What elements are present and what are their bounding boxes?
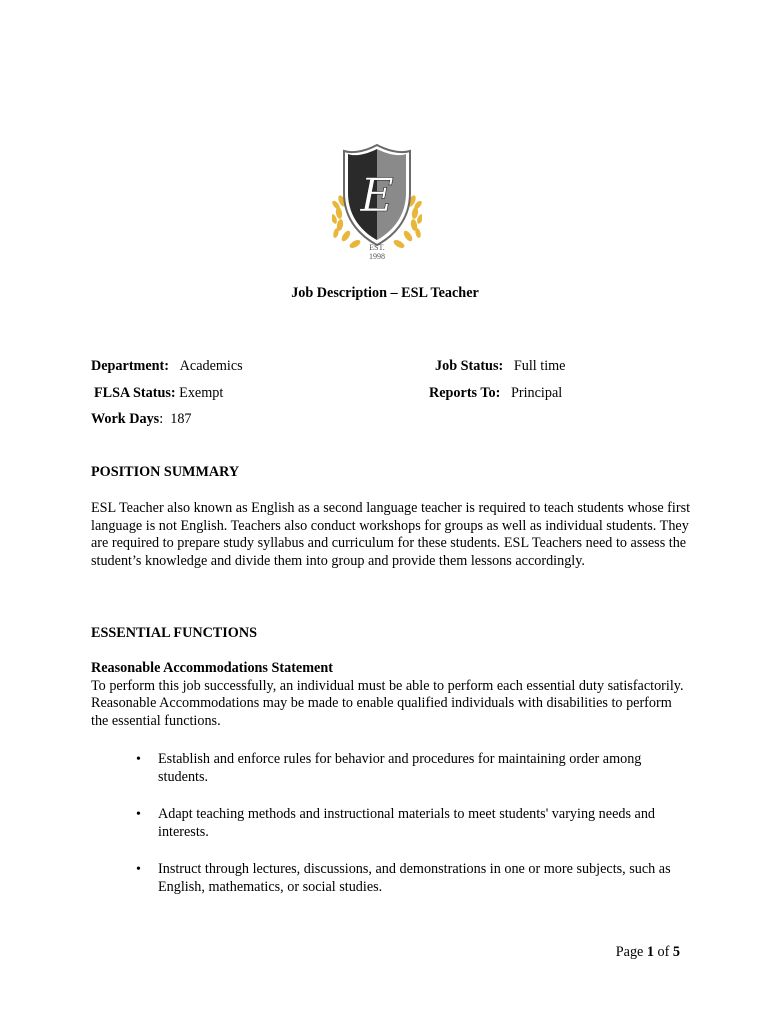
job-status-label: Job Status: <box>435 358 504 374</box>
of-word: of <box>653 944 673 960</box>
document-title: Job Description – ESL Teacher <box>291 285 479 301</box>
department-value: Academics <box>179 358 243 374</box>
list-item-text: Establish and enforce rules for behavior and procedures for maintaining order among students. <box>158 751 642 785</box>
total-pages: 5 <box>672 944 680 960</box>
flsa-status-value: Exempt <box>179 385 224 401</box>
bullet-icon: • <box>136 861 141 877</box>
job-status-value: Full time <box>513 358 566 374</box>
accommodations-statement-text: To perform this job successfully, an individual must be able to perform each essential duty satisfactorily. Reasonable Accommodations may be made to enable qualified individuals with disabilities to perform the essential functions. <box>91 677 684 730</box>
position-summary-heading: POSITION SUMMARY <box>91 464 240 480</box>
list-item <box>130 861 690 896</box>
list-item-text: Adapt teaching methods and instructional materials to meet students' varying needs and interests. <box>158 805 656 840</box>
bullet-icon: • <box>136 806 141 822</box>
crest-est-label: EST. <box>369 243 385 252</box>
current-page: 1 <box>646 944 654 960</box>
accommodations-block <box>91 660 691 731</box>
flsa-status-field <box>94 384 223 402</box>
list-item <box>130 751 690 786</box>
crest-initial: E <box>360 168 394 222</box>
work-days-separator: : <box>159 411 164 427</box>
essential-functions-heading: ESSENTIAL FUNCTIONS <box>91 625 257 641</box>
school-crest-logo <box>332 143 422 263</box>
work-days-label: Work Days <box>91 411 160 427</box>
page-number <box>616 944 680 961</box>
reports-to-label: Reports To: <box>429 385 501 401</box>
list-item <box>130 806 690 841</box>
job-status-field <box>435 357 565 375</box>
work-days-field <box>91 410 192 428</box>
reports-to-value: Principal <box>510 385 563 401</box>
position-summary-text: ESL Teacher also known as English as a second language teacher is required to teach students whose first language is not English. Teachers also conduct workshops for groups as well as individual students. They are required to prepare study syllabus and curriculum for these students. ESL Teachers need to assess the student’s knowledge and divide them into group and provide them lessons accordingly. <box>91 500 691 570</box>
work-days-value: 187 <box>170 411 192 427</box>
flsa-status-label: FLSA Status: <box>94 385 176 401</box>
bullet-icon: • <box>136 752 141 767</box>
crest-est-year: 1998 <box>369 252 385 261</box>
list-item-text: Instruct through lectures, discussions, and demonstrations in one or more subjects, such as English, mathematics, or social studies. <box>158 860 671 895</box>
essential-functions-list <box>130 751 690 916</box>
page-word: Page <box>615 944 647 960</box>
department-field <box>91 357 243 375</box>
department-label: Department: <box>91 358 170 374</box>
accommodations-statement-title: Reasonable Accommodations Statement <box>91 660 333 676</box>
reports-to-field <box>429 384 562 402</box>
